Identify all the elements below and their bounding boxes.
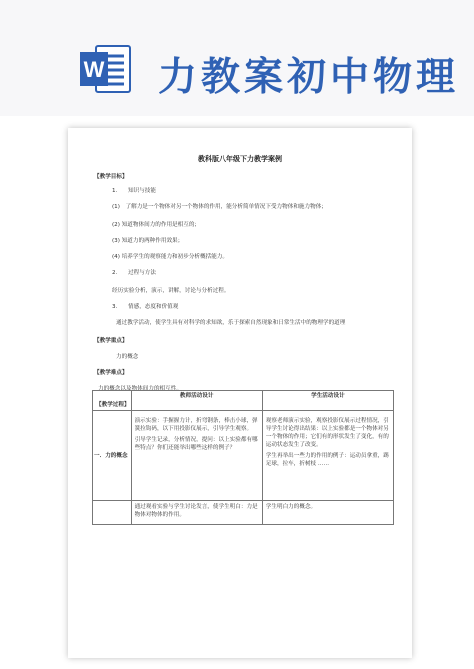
document-title: 教科版八年级下力教学案例 (198, 155, 282, 163)
table-cell (262, 411, 393, 501)
svg-text:W: W (83, 57, 105, 82)
sub-item: (2) 知道物体间力的作用是相互的； (112, 222, 201, 228)
table-cell (131, 501, 262, 525)
paragraph: 力的概念 (116, 354, 139, 360)
list-item: 知识与技能 (128, 188, 156, 194)
cell-text: 观察老师演示实验，观察投影仪展示过程情况，引导学生讨论得出结果：以上实验都是一个物体对另一个物体的作用；它们有的形状发生了变化，有的运动状态发生了改变。 (265, 418, 389, 448)
section-heading-difficulty: 【教学难点】 (94, 370, 128, 376)
list-number: 2. (112, 270, 118, 276)
table-header: 学生活动设计 (262, 391, 393, 411)
table-cell (93, 501, 132, 525)
table-header: 教师活动设计 (131, 391, 262, 411)
sub-item: (1) 了解力是一个物体对另一个物体的作用，能分析简单情况下受力物体和施力物体； (112, 204, 327, 210)
table-cell (262, 501, 393, 525)
cell-text: 学生再举出一些力的作用的例子：运动员拿重，踢足球，拉车，折树枝 …… (265, 453, 389, 467)
paragraph: 通过教学活动，使学生具有对科学的求知欲，乐于探索自然现象和日常生活中的物理学的道理 (116, 320, 346, 326)
cell-text: 引导学生记录，分析情况，提问：以上实验都有哪些特点？你们还能举出哪些这样的例子？ (134, 437, 258, 451)
list-item: 情感，态度和价值观 (128, 304, 179, 310)
list-number: 3. (112, 304, 118, 310)
table-header: 【教学过程】 (93, 391, 132, 411)
list-item: 过程与方法 (128, 270, 156, 276)
cell-text: 通过观看实验与学生讨论发言，使学生明白：力是物体对物体的作用。 (134, 504, 258, 518)
paragraph: 经历实验分析，演示，讲解，讨论与分析过程。 (112, 288, 230, 294)
table-cell (131, 411, 262, 501)
section-heading-key: 【教学重点】 (94, 338, 128, 344)
sub-item: (3) 知道力的两种作用效果； (112, 238, 184, 244)
lesson-table (92, 390, 394, 525)
sub-item: (4) 培养学生的观察能力和初步分析概括能力。 (112, 254, 228, 260)
banner-title: 力教案初中物理 (158, 55, 460, 100)
cell-text: 演示实验：手握握力计，折弯钢条，棒击小球，弹簧拉钩码，以下用投影仪展示，引导学生观察。 (134, 418, 258, 432)
section-heading-goal: 【教学目标】 (94, 174, 128, 180)
document-page (68, 128, 412, 658)
page-header (0, 0, 474, 116)
list-number: 1. (112, 188, 118, 194)
row-label: 一．力的概念 (93, 411, 132, 501)
cell-text: 学生明白力的概念。 (265, 504, 317, 510)
paragraph: 力的概念以及物体间力的相互性。 (98, 386, 182, 392)
word-doc-icon (78, 40, 136, 98)
